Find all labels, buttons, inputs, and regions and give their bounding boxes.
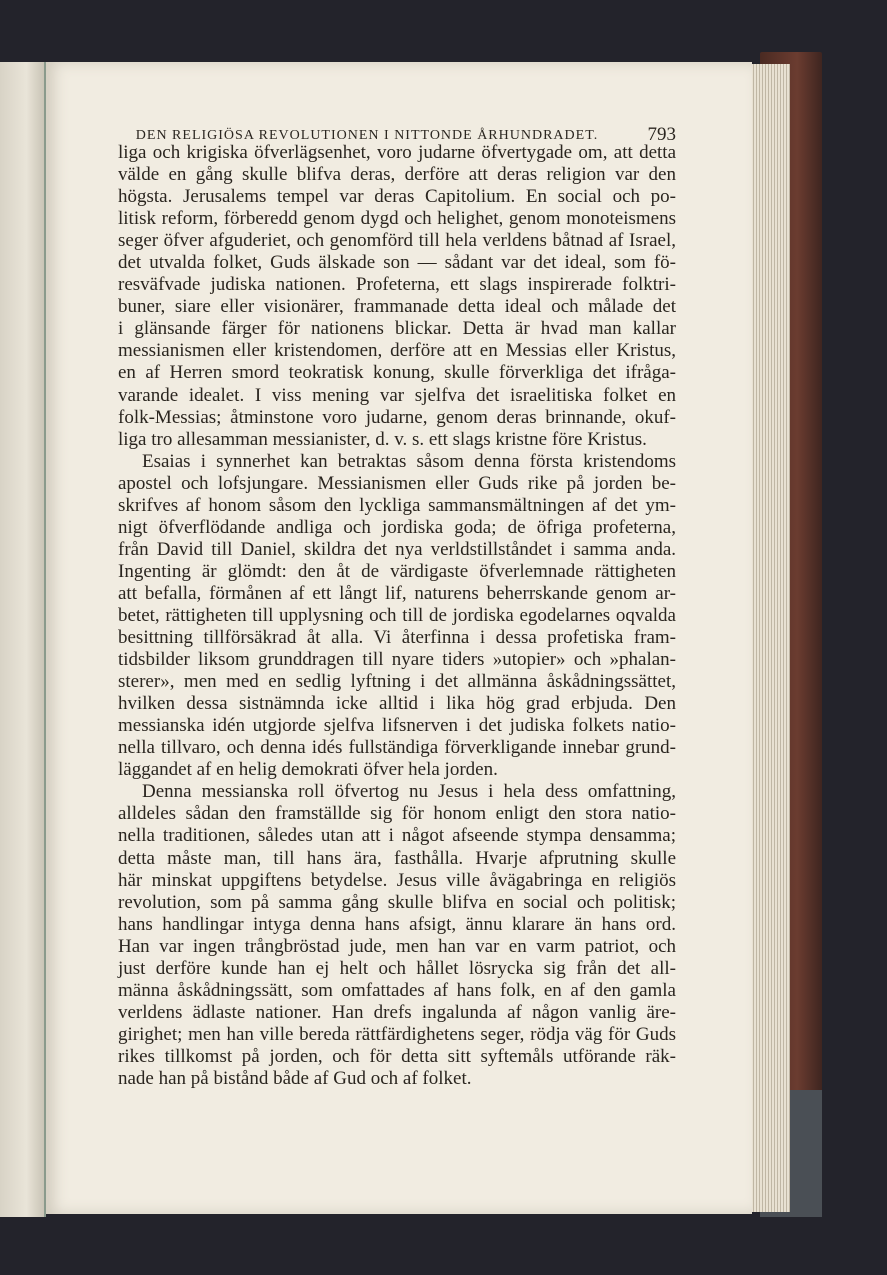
text-line: sterer», men med en sedlig lyftning i det allmänna åskådningssättet,: [118, 671, 676, 693]
text-line: skrifves af honom såsom den lyckliga sammansmältningen af det ym-: [118, 494, 676, 516]
text-line: det utvalda folket, Guds älskade son — sådant var det ideal, som fö-: [118, 252, 676, 274]
text-line: messianismen eller kristendomen, derföre att en Messias eller Kristus,: [118, 340, 676, 362]
text-line: Esaias i synnerhet kan betraktas såsom denna första kristendoms: [142, 450, 676, 472]
text-line: detta måste man, till hans ära, fasthålla. Hvarje afprutning skulle: [118, 847, 676, 869]
body-text: [118, 142, 676, 1090]
text-line: besittning tillförsäkrad åt alla. Vi återfinna i dessa profetiska fram-: [118, 627, 676, 649]
text-line: folk-Messias; åtminstone voro judarne, genom deras brinnande, okuf-: [118, 406, 676, 428]
facing-page-edge: [0, 62, 46, 1217]
text-line: i glänsande färger för nationens blickar. Detta är hvad man kallar: [118, 318, 676, 340]
text-line: Denna messianska roll öfvertog nu Jesus i hela dess omfattning,: [142, 781, 676, 803]
text-line: hans handlingar intyga denna hans afsigt, ännu klarare än hans ord.: [118, 913, 676, 935]
text-line: litisk reform, förberedd genom dygd och helighet, genom monoteismens: [118, 208, 676, 230]
text-line: just derföre kunde han ej helt och hållet lösrycka sig från det all-: [118, 957, 676, 979]
text-line: apostel och lofsjungare. Messianismen eller Guds rike på jorden be-: [118, 472, 676, 494]
page-number: 793: [647, 124, 676, 145]
book-page: [46, 62, 752, 1214]
text-line: här minskat uppgiftens betydelse. Jesus ville åvägabringa en religiös: [118, 869, 676, 891]
text-line: rikes tillkomst på jorden, och för detta sitt syftemåls utförande räk-: [118, 1045, 676, 1067]
text-line: från David till Daniel, skildra det nya verldstillståndet i samma anda.: [118, 538, 676, 560]
paragraph: [118, 451, 676, 782]
text-line: varande idealet. I viss mening var sjelfva det israelitiska folket en: [118, 384, 676, 406]
paragraph: [118, 781, 676, 1090]
text-line: högsta. Jerusalems tempel var deras Capitolium. En social och po-: [118, 186, 676, 208]
text-line: tidsbilder liksom grunddragen till nyare tiders »utopier» och »phalan-: [118, 649, 676, 671]
text-line: revolution, som på samma gång skulle blifva en social och politisk;: [118, 891, 676, 913]
text-line: nella traditionen, således utan att i något afseende stympa densamma;: [118, 825, 676, 847]
text-line: liga tro allesamman messianister, d. v. s. ett slags kristne före Kristus.: [118, 428, 647, 450]
text-line: girighet; men han ville bereda rättfärdighetens seger, rödja väg för Guds: [118, 1023, 676, 1045]
text-line: Han var ingen trångbröstad jude, men han var en varm patriot, och: [118, 935, 676, 957]
text-line: läggandet af en helig demokrati öfver hela jorden.: [118, 759, 498, 781]
text-line: männa åskådningssätt, som omfattades af hans folk, en af den gamla: [118, 979, 676, 1001]
text-line: seger öfver afguderiet, och genomförd till hela verldens båtnad af Israel,: [118, 230, 676, 252]
text-line: Ingenting är glömdt: den åt de värdigaste öfverlemnade rättigheten: [118, 560, 676, 582]
text-line: messianska idén utgjorde sjelfva lifsnerven i det judiska folkets natio-: [118, 715, 676, 737]
text-line: välde en gång skulle blifva deras, derföre att deras religion var den: [118, 164, 676, 186]
text-line: nella tillvaro, och denna idés fullständiga förverkligande innebar grund-: [118, 737, 676, 759]
text-line: buner, siare eller visionärer, frammanade detta ideal och målade det: [118, 296, 676, 318]
text-line: att befalla, förmånen af ett långt lif, naturens beherrskande genom ar-: [118, 582, 676, 604]
text-line: liga och krigiska öfverlägsenhet, voro judarne öfvertygade om, att detta: [118, 142, 676, 163]
text-line: alldeles sådan den framställde sig för honom enligt den stora natio-: [118, 803, 676, 825]
paragraph: [118, 142, 676, 451]
running-title: DEN RELIGIÖSA REVOLUTIONEN I NITTONDE ÅRHUNDRADET.: [135, 128, 599, 143]
text-line: betet, rättigheten till upplysning och till de jordiska egodelarnes oqvalda: [118, 604, 676, 626]
text-line: resväfvade judiska nationen. Profeterna, ett slags inspirerade folktri-: [118, 274, 676, 296]
text-line: verldens ädlaste nationer. Han drefs ingalunda af någon vanlig äre-: [118, 1001, 676, 1023]
text-line: nade han på bistånd både af Gud och af folket.: [118, 1067, 472, 1089]
text-line: nigt öfverflödande andliga och jordiska goda; de öfriga profeterna,: [118, 516, 676, 538]
text-line: hvilken dessa sistnämnda icke alltid i lika hög grad erbjuda. Den: [118, 693, 676, 715]
text-line: en af Herren smord teokratisk konung, skulle förverkliga det ifråga-: [118, 362, 676, 384]
